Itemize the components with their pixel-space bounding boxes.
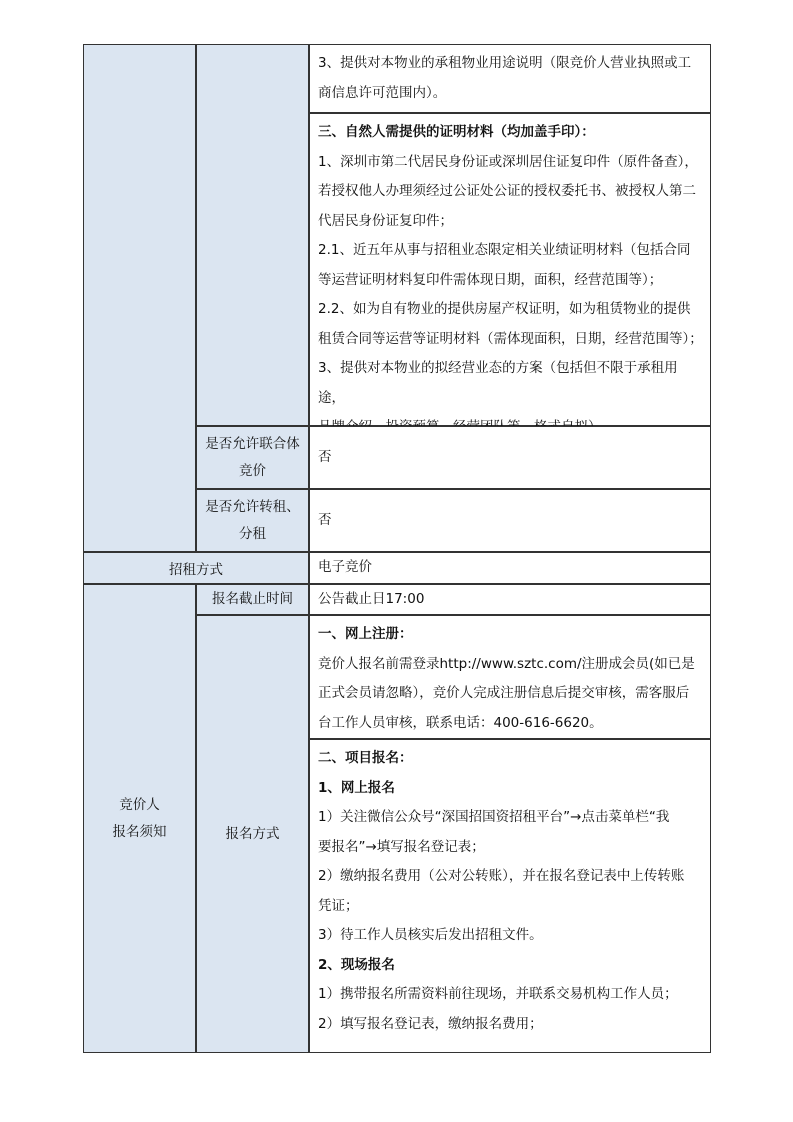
text-line: 2）缴纳报名费用（公对公转账），并在报名登记表中上传转账 [318,868,685,884]
text-line: 3、提供对本物业的承租物业用途说明（限竞价人营业执照或工 [318,55,692,71]
method-label: 招租方式 [169,562,223,578]
text-line: 2）填写报名登记表，缴纳报名费用； [318,1015,543,1032]
text-line: 2.2、如为自有物业的提供房屋产权证明，如为租赁物业的提供 [318,301,691,317]
method-value-cell [309,552,711,584]
sublease-label-line: 是否允许转租、 [205,498,300,515]
usage-statement-cell [309,44,711,113]
consortium-value-cell [309,426,711,489]
section-heading: 二、项目报名： [318,750,413,766]
text-line: 2.1、近五年从事与招租业态限定相关业绩证明材料（包括合同 [318,242,691,258]
registration-method-label-cell [196,615,309,1053]
sublease-value-cell [309,489,711,552]
sublease-label-line: 分租 [239,525,266,542]
sublease-value: 否 [318,511,332,528]
text-line: 正式会员请忽略），竞价人完成注册信息后提交审核，需客服后 [318,685,690,701]
bidder-notice-label-line: 竞价人 [119,796,160,813]
text-line: 3、提供对本物业的拟经营业态的方案（包括但不限于承租用途， [318,360,678,406]
consortium-value: 否 [318,448,332,465]
sublease-label-cell [196,489,309,552]
section-heading: 一、网上注册： [318,626,413,642]
consortium-label-line: 是否允许联合体 [205,435,300,452]
text-line: 3）待工作人员核实后发出招租文件。 [318,927,543,943]
deadline-value: 公告截止日17:00 [318,590,425,607]
section-heading: 三、自然人需提供的证明材料（均加盖手印）： [318,124,595,140]
registration-method-label: 报名方式 [225,825,280,842]
text-line: 1）携带报名所需资料前往现场，并联系交易机构工作人员； [318,986,678,1002]
blank-category-cell [83,44,196,552]
text-line: 1、深圳市第二代居民身份证或深圳居住证复印件（原件备查）， [318,153,698,170]
consortium-label-line: 竞价 [239,462,266,479]
text-line: 租赁合同等运营等证明材料（需体现面积，日期，经营范围等）； [318,330,703,347]
method-value: 电子竞价 [318,559,372,576]
text-line: 商信息许可范围内）。 [318,84,447,101]
text-line: 1）关注微信公众号“深国招国资招租平台”→点击菜单栏“我 [318,809,670,825]
subsection-heading: 1、网上报名 [318,779,395,796]
project-signup-cell [309,739,711,1053]
natural-person-materials-cell [309,113,711,426]
text-line: 台工作人员审核，联系电话：400-616-6620。 [318,714,603,731]
deadline-label-cell [196,584,309,615]
online-registration-cell [309,615,711,739]
subsection-heading: 2、现场报名 [318,956,395,973]
deadline-value-cell [309,584,711,615]
text-line: 等运营证明材料复印件需体现日期，面积，经营范围等）； [318,271,663,288]
text-line: 竞价人报名前需登录http://www.sztc.com/注册成会员(如已是 [318,655,695,672]
consortium-label-cell [196,426,309,489]
bidder-notice-label-cell [83,584,196,1053]
text-line: 代居民身份证复印件； [318,212,453,229]
text-line: 要报名”→填写报名登记表； [318,838,485,855]
text-line: 若授权他人办理须经过公证处公证的授权委托书、被授权人第二 [318,183,696,199]
blank-subcategory-cell [196,44,309,426]
bidder-notice-label-line: 报名须知 [112,823,167,840]
deadline-label: 报名截止时间 [212,591,293,607]
text-line: 凭证； [318,897,359,914]
method-label-cell [83,552,309,584]
